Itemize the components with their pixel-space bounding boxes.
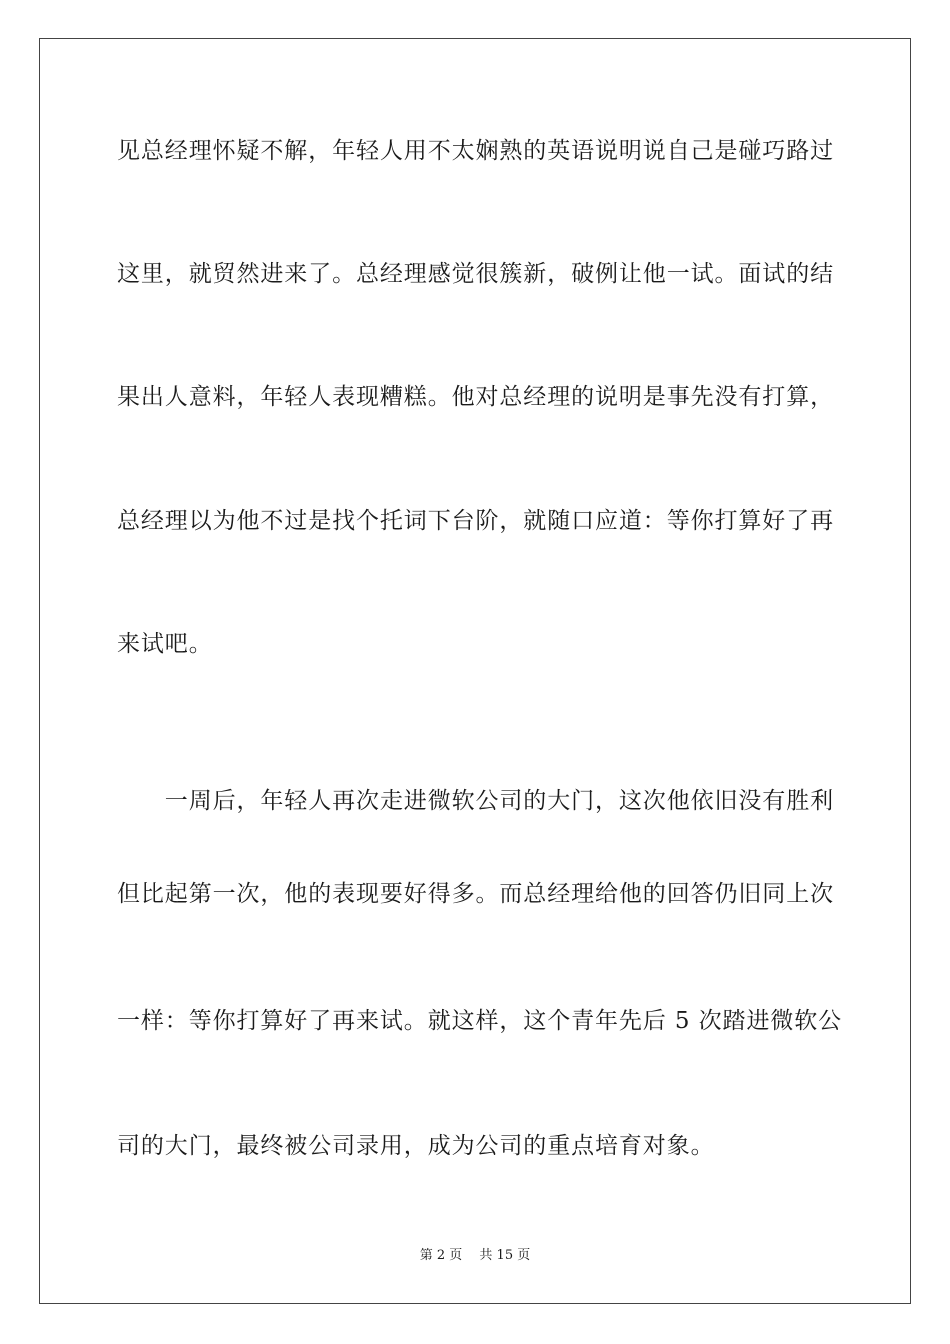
body-text-line-5: 来试吧。 bbox=[117, 631, 213, 657]
body-text-line-6: 一周后，年轻人再次走进微软公司的大门，这次他依旧没有胜利 bbox=[117, 788, 834, 814]
body-text-line-3: 果出人意料，年轻人表现糟糕。他对总经理的说明是事先没有打算， bbox=[117, 384, 834, 410]
page-border bbox=[39, 38, 911, 1304]
body-text-line-9: 司的大门，最终被公司录用，成为公司的重点培育对象。 bbox=[117, 1133, 715, 1159]
body-text-line-4: 总经理以为他不过是找个托词下台阶，就随口应道：等你打算好了再 bbox=[117, 508, 834, 534]
body-text-line-1: 见总经理怀疑不解，年轻人用不太娴熟的英语说明说自己是碰巧路过 bbox=[117, 138, 834, 164]
body-text-line-2: 这里，就贸然进来了。总经理感觉很簇新，破例让他一试。面试的结 bbox=[117, 261, 834, 287]
page-number-footer: 第 2 页 共 15 页 bbox=[419, 1248, 531, 1263]
body-text-line-7: 但比起第一次，他的表现要好得多。而总经理给他的回答仍旧同上次 bbox=[117, 881, 834, 907]
body-text-line-8: 一样：等你打算好了再来试。就这样，这个青年先后 5 次踏进微软公 bbox=[117, 1008, 843, 1034]
